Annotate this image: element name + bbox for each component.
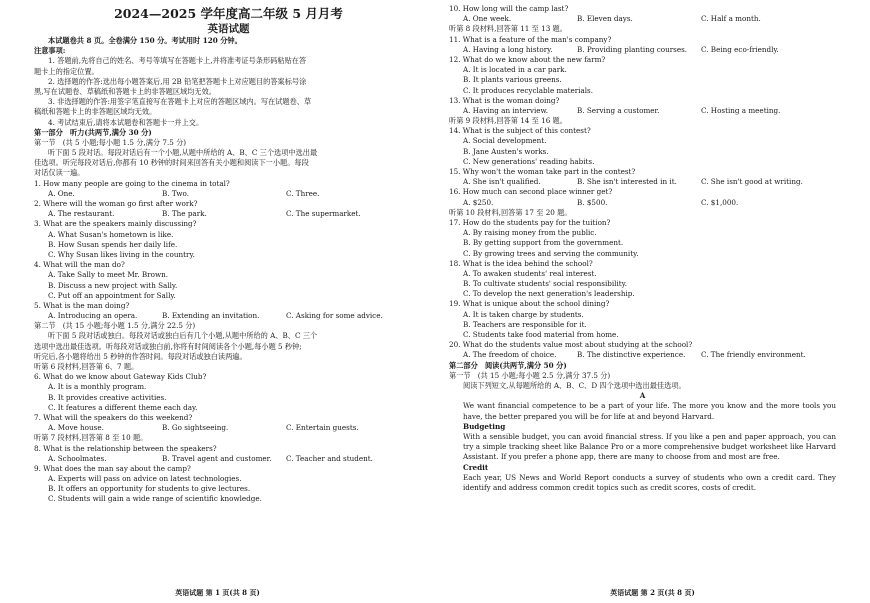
question-3: 3. What are the speakers mainly discussing? [34, 219, 197, 229]
option-a: A. Schoolmates. [48, 453, 107, 463]
question-2: 2. Where will the woman go first after work? [34, 199, 198, 208]
options-row [34, 454, 423, 464]
option-a: A. It is a monthly program. [48, 382, 147, 392]
options-row [449, 106, 836, 116]
option-b: B. It plants various greens. [463, 75, 562, 85]
options-row [34, 189, 423, 199]
option-b: B. Eleven days. [577, 14, 633, 24]
option-b: B. It provides creative activities. [48, 392, 167, 402]
option-a: A. Having an interview. [463, 105, 549, 115]
part-heading: 第一部分 听力(共两节,满分 30 分) [34, 127, 152, 137]
passage-paragraph: Each year, US News and World Report conducts a survey of students who own a credit card. They identify and address common credit topics such as credit scores, costs of credit. [463, 472, 836, 492]
option-c: C. The friendly environment. [701, 350, 806, 360]
option-b: B. Travel agent and customer. [162, 453, 272, 463]
option-a: A. Introducing an opera. [48, 311, 138, 321]
option-a: A. It is located in a car park. [463, 65, 567, 75]
question-6: 6. What do we know about Gateway Kids Club? [34, 372, 207, 382]
option-b: B. How Susan spends her daily life. [48, 239, 178, 249]
passage-subheading: Budgeting [463, 421, 506, 431]
option-c: C. Being eco-friendly. [701, 44, 779, 54]
option-b: B. Discuss a new project with Sally. [48, 280, 178, 290]
option-c: C. Why Susan likes living in the country. [48, 249, 195, 259]
note-line: 3. 非选择题的作答:用签字笔直接写在答题卡上对应的答题区域内。写在试题卷、草 [48, 97, 312, 107]
question-14: 14. What is the subject of this contest? [449, 126, 591, 136]
note-line: 2. 选择题的作答:选出每小题答案后,用 2B 铅笔把答题卡上对应题目的答案标号涂 [48, 76, 307, 86]
option-a: A. It is taken charge by students. [463, 309, 584, 319]
question-16: 16. How much can second place winner get? [449, 187, 613, 197]
option-c: C. By growing trees and serving the community. [463, 248, 639, 258]
exam-subtitle: 英语试题 [207, 23, 250, 35]
note-line: 4. 考试结束后,请将本试题卷和答题卡一并上交。 [48, 117, 204, 127]
passage-intro: We want financial competence to be a part of your life. The more you know and the more tools you have, the better prepared you will be for life at and beyond Harvard. [463, 401, 836, 421]
question-10: 10. How long will the camp last? [449, 4, 569, 13]
passage-subheading: Credit [463, 462, 489, 472]
instruction-line: 阅读下列短文,从每题所给的 A、B、C、D 四个选项中选出最佳选项。 [463, 380, 686, 390]
note-line: 稿纸和答题卡上的非答题区域均无效。 [34, 107, 157, 117]
note-line: 题卡上的指定位置。 [34, 66, 99, 76]
instruction-line: 听完后,各小题将给出 5 秒钟的作答时间。每段对话或独白读两遍。 [34, 351, 247, 361]
section-heading: 第一节 (共 15 小题;每小题 2.5 分,满分 37.5 分) [449, 370, 611, 380]
section-heading: 第二节 (共 15 小题;每小题 1.5 分,满分 22.5 分) [34, 321, 196, 331]
question-9: 9. What does the man say about the camp? [34, 463, 191, 473]
option-a: A. Experts will pass on advice on latest technologies. [48, 474, 242, 484]
option-b: B. To cultivate students' social responsibility. [463, 279, 628, 289]
note-line: 黑,写在试题卷、草稿纸和答题卡上的非答题区域均无效。 [34, 86, 216, 96]
option-a: A. By raising money from the public. [463, 228, 597, 238]
option-a: A. Social development. [463, 136, 547, 146]
option-c: C. It features a different theme each day. [48, 402, 198, 412]
page-footer: 英语试题 第 1 页(共 8 页) [175, 588, 260, 597]
options-row [449, 198, 836, 208]
option-a: A. One week. [463, 14, 512, 24]
options-row [34, 209, 423, 219]
notice-title: 注意事项: [34, 46, 66, 56]
question-5: 5. What is the man doing? [34, 300, 130, 310]
option-a: A. Take Sally to meet Mr. Brown. [48, 270, 169, 280]
option-c: C. Entertain guests. [286, 423, 359, 433]
option-b: B. It offers an opportunity for students to give lectures. [48, 484, 251, 494]
question-1: 1. How many people are going to the cinema in total? [34, 178, 230, 188]
question-20: 20. What do the students value most about studying at the school? [449, 340, 693, 350]
option-b: B. Providing planting courses. [577, 44, 688, 54]
listening-material-note: 听第 10 段材料,回答第 17 至 20 题。 [449, 207, 572, 217]
question-15: 15. Why won't the woman take part in the contest? [449, 167, 636, 176]
option-c: C. She isn't good at writing. [701, 177, 803, 187]
question-11: 11. What is a feature of the man's company? [449, 34, 612, 44]
option-b: B. Teachers are responsible for it. [463, 319, 587, 329]
listening-material-note: 听第 6 段材料,回答第 6、7 题。 [34, 362, 139, 371]
option-b: B. $500. [577, 197, 608, 207]
option-a: A. $250. [463, 197, 494, 207]
option-b: B. The park. [162, 209, 207, 219]
option-c: C. $1,000. [701, 197, 739, 207]
listening-material-note: 听第 8 段材料,回答第 11 至 13 题。 [449, 24, 567, 34]
option-b: B. Serving a customer. [577, 105, 660, 115]
passage-paragraph: With a sensible budget, you can avoid financial stress. If you like a pen and paper approach, you can try a simple tracking sheet like Balance Pro or a more comprehensive budget worksheet like Harvard Assistant. If you prefer a phone app, there are many to choose from and most are free. [463, 431, 836, 462]
option-a: A. Having a long history. [463, 44, 553, 54]
option-c: C. Put off an appointment for Sally. [48, 290, 176, 300]
question-17: 17. How do the students pay for the tuition? [449, 217, 611, 227]
instruction-line: 选项中选出最佳选项。听每段对话或独白前,你将有时间阅读各个小题,每小题 5 秒钟; [34, 341, 302, 351]
options-row [449, 14, 836, 24]
option-a: A. The restaurant. [48, 209, 115, 219]
note-line: 1. 答题前,先将自己的姓名、考号等填写在答题卡上,并将准考证号条形码粘贴在答 [48, 56, 307, 66]
option-c: C. It produces recyclable materials. [463, 85, 594, 95]
option-a: A. Move house. [48, 423, 104, 433]
option-a: A. She isn't qualified. [463, 177, 541, 187]
option-c: C. Teacher and student. [286, 453, 373, 463]
option-a: A. The freedom of choice. [463, 350, 557, 360]
question-13: 13. What is the woman doing? [449, 95, 560, 105]
option-c: C. Students will gain a wide range of scientific knowledge. [48, 494, 262, 504]
exam-page-2 [435, 0, 870, 603]
option-b: B. Jane Austen's works. [463, 146, 549, 156]
option-b: B. Two. [162, 188, 190, 198]
option-c: C. Half a month. [701, 14, 761, 24]
listening-material-note: 听第 7 段材料,回答第 8 至 10 题。 [34, 433, 148, 443]
options-row [449, 177, 836, 187]
exam-info: 本试题卷共 8 页。全卷满分 150 分。考试用时 120 分钟。 [48, 36, 242, 45]
passage-label: A [639, 391, 646, 401]
section-heading: 第一节 (共 5 小题;每小题 1.5 分,满分 7.5 分) [34, 137, 187, 147]
exam-title: 2024—2025 学年度高二年级 5 月月考 [114, 6, 343, 21]
option-c: C. Hosting a meeting. [701, 105, 781, 115]
option-c: C. The supermarket. [286, 209, 361, 219]
instruction-line: 对话仅读一遍。 [34, 168, 85, 178]
options-row [449, 350, 836, 360]
option-b: B. By getting support from the government. [463, 238, 624, 248]
option-a: A. What Susan's hometown is like. [48, 229, 174, 239]
options-row [449, 45, 836, 55]
question-19: 19. What is unique about the school dining? [449, 299, 610, 309]
option-c: C. New generations' reading habits. [463, 156, 595, 166]
option-a: A. To awaken students' real interest. [463, 268, 597, 278]
options-row [34, 423, 423, 433]
question-18: 18. What is the idea behind the school? [449, 258, 593, 268]
listening-material-note: 听第 9 段材料,回答第 14 至 16 题。 [449, 116, 567, 126]
option-a: A. One. [48, 188, 75, 198]
question-12: 12. What do we know about the new farm? [449, 54, 606, 64]
options-row [34, 311, 423, 321]
question-7: 7. What will the speakers do this weekend? [34, 412, 193, 422]
instruction-line: 佳选项。听完每段对话后,你都有 10 秒钟的时间来回答有关小题和阅读下一小题。每段 [34, 158, 309, 168]
option-b: B. Extending an invitation. [162, 311, 260, 321]
option-b: B. The distinctive experience. [577, 350, 686, 360]
option-c: C. Students take food material from home. [463, 330, 619, 339]
option-c: C. Three. [286, 188, 320, 198]
part-heading: 第二部分 阅读(共两节,满分 50 分) [449, 360, 567, 370]
instruction-line: 听下面 5 段对话。每段对话后有一个小题,从题中所给的 A、B、C 三个选项中选出最 [48, 148, 318, 158]
option-c: C. To develop the next generation's leadership. [463, 289, 635, 299]
instruction-line: 听下面 5 段对话或独白。每段对话或独白后有几个小题,从题中所给的 A、B、C 三个 [48, 331, 318, 341]
option-c: C. Asking for some advice. [286, 311, 383, 321]
page-footer: 英语试题 第 2 页(共 8 页) [610, 588, 695, 597]
option-b: B. Go sightseeing. [162, 423, 229, 433]
question-8: 8. What is the relationship between the speakers? [34, 443, 217, 453]
question-4: 4. What will the man do? [34, 260, 125, 270]
option-b: B. She isn't interested in it. [577, 177, 677, 187]
